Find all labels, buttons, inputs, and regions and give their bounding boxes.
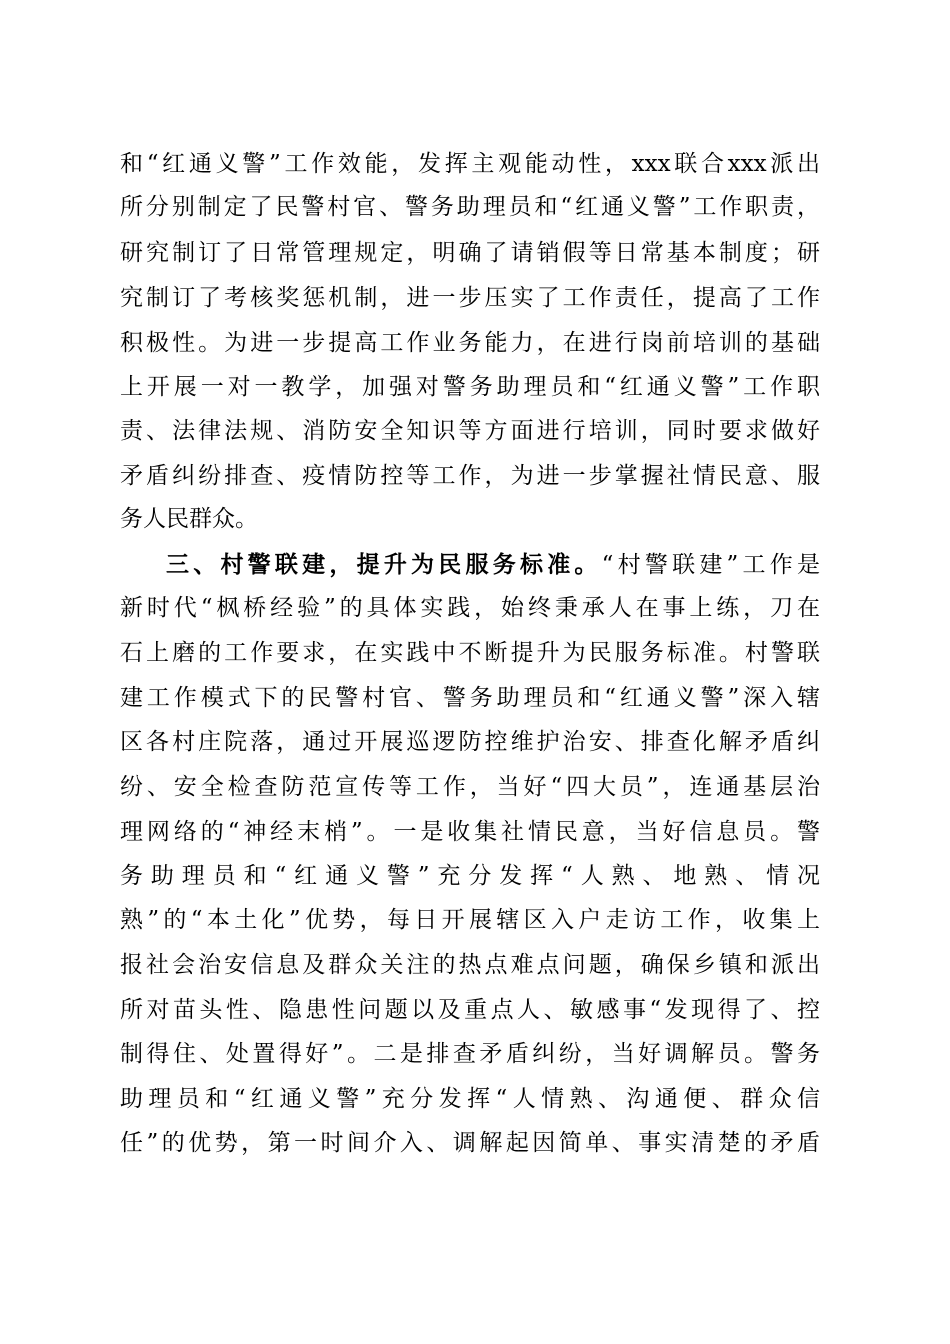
section-heading-line	[166, 553, 820, 577]
text-line: 理网络的“神经末梢”。一是收集社情民意，当好信息员。警	[120, 819, 820, 845]
text-line: 制得住、处置得好”。二是排查矛盾纠纷，当好调解员。警务	[120, 1041, 820, 1067]
text-line: 石上磨的工作要求，在实践中不断提升为民服务标准。村警联	[120, 640, 820, 666]
section-heading-continuation: “村警联建”工作是	[601, 552, 820, 578]
text-line: 上开展一对一教学，加强对警务助理员和“红通义警”工作职	[120, 374, 820, 400]
text-line: 和“红通义警”工作效能，发挥主观能动性，xxx联合xxx派出	[120, 151, 820, 177]
text-line: 究制订了考核奖惩机制，进一步压实了工作责任，提高了工作	[120, 285, 820, 311]
text-line: 助理员和“红通义警”充分发挥“人情熟、沟通便、群众信	[120, 1086, 820, 1112]
section-heading: 三、村警联建，提升为民服务标准。	[166, 551, 602, 578]
text-line: 务人民群众。	[120, 506, 258, 532]
text-line: 所分别制定了民警村官、警务助理员和“红通义警”工作职责，	[120, 194, 820, 220]
text-line: 积极性。为进一步提高工作业务能力，在进行岗前培训的基础	[120, 330, 820, 356]
text-line: 任”的优势，第一时间介入、调解起因简单、事实清楚的矛盾	[120, 1130, 820, 1156]
text-line: 矛盾纠纷排查、疫情防控等工作，为进一步掌握社情民意、服	[120, 463, 820, 489]
text-line: 责、法律法规、消防安全知识等方面进行培训，同时要求做好	[120, 418, 820, 444]
text-line: 熟”的“本土化”优势，每日开展辖区入户走访工作，收集上	[120, 907, 820, 933]
text-line: 纷、安全检查防范宣传等工作，当好“四大员”，连通基层治	[120, 774, 820, 800]
text-line: 报社会治安信息及群众关注的热点难点问题，确保乡镇和派出	[120, 952, 820, 978]
text-line: 研究制订了日常管理规定，明确了请销假等日常基本制度；研	[120, 240, 820, 266]
text-line: 区各村庄院落，通过开展巡逻防控维护治安、排查化解矛盾纠	[120, 729, 820, 755]
text-line: 建工作模式下的民警村官、警务助理员和“红通义警”深入辖	[120, 685, 820, 711]
text-line: 新时代“枫桥经验”的具体实践，始终秉承人在事上练，刀在	[120, 595, 820, 621]
text-line: 所对苗头性、隐患性问题以及重点人、敏感事“发现得了、控	[120, 997, 820, 1023]
text-line: 务助理员和“红通义警”充分发挥“人熟、地熟、情况	[120, 863, 820, 889]
